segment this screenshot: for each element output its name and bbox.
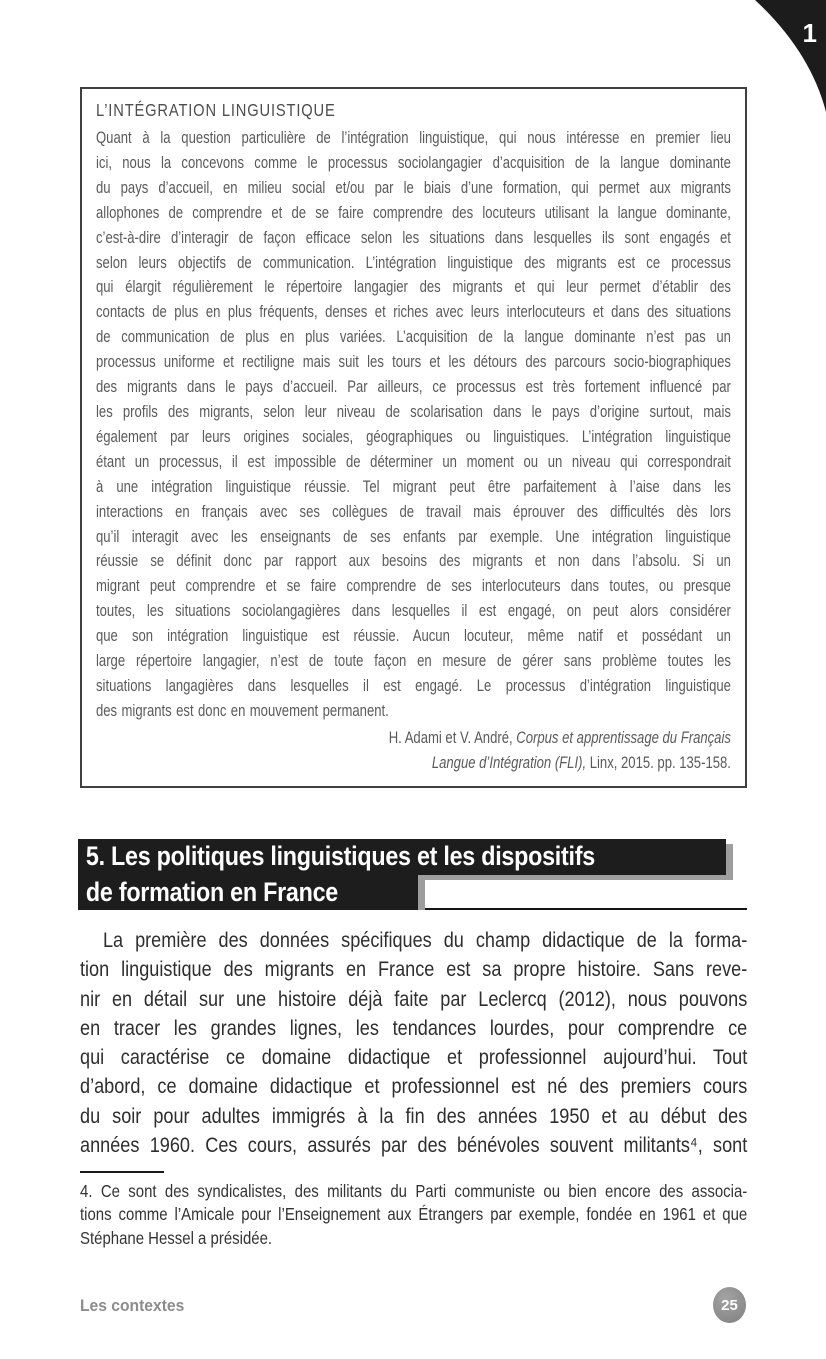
quote-text-line: processus uniforme et rectiligne mais suit les tours et les détours des parcours socio-biographiques — [96, 352, 731, 372]
quote-text-line: étant un processus, il est impossible de déterminer un moment ou un niveau qui correspondrait — [96, 451, 731, 471]
footnote — [80, 1180, 747, 1250]
page-number: 25 — [721, 1296, 738, 1314]
quote-text-line: contacts de plus en plus fréquents, denses et riches avec leurs interlocuteurs et dans des situations — [96, 302, 731, 322]
section-heading-line1 — [78, 839, 726, 875]
quote-box — [80, 87, 747, 788]
quote-text-line: réussie se définit donc par rapport aux besoins des migrants et non dans l’absolu. Si un — [96, 551, 731, 571]
body-text-line: années 1960. Ces cours, assurés par des bénévoles souvent militants⁴, sont — [80, 1133, 748, 1158]
quote-text-line: migrant peut comprendre et se faire comprendre de ses interlocuteurs dans toutes, ou presque — [96, 576, 731, 596]
running-footer-section: Les contextes — [80, 1296, 185, 1315]
quote-text-line: des migrants dans le pays d’accueil. Par ailleurs, ce processus est très fortement influencé par — [96, 377, 731, 397]
quote-text-line: interactions en français avec ses collègues de travail mais éprouver des difficultés dès lors — [96, 501, 731, 521]
chapter-corner — [754, 0, 826, 116]
quote-text-line: ici, nous la concevons comme le processus sociolangagier d’acquisition de la langue dominante — [96, 152, 731, 172]
quote-citation — [96, 725, 731, 775]
body-paragraph — [80, 926, 747, 1160]
citation-roman: H. Adami et V. André, — [388, 727, 517, 747]
section-heading-text: de formation en France — [85, 877, 338, 907]
footnote-text-line: tions comme l’Amicale pour l’Enseignement aux Étrangers par exemple, fondée en 1961 et que — [80, 1204, 748, 1225]
body-text-line: tion linguistique des migrants en France est sa propre histoire. Sans reve- — [80, 957, 748, 982]
footnote-text-line: 4. Ce sont des syndicalistes, des militants du Parti communiste ou bien encore des associa- — [80, 1181, 748, 1201]
quote-text-line: de communication de plus en plus variées. L’acquisition de la langue dominante n’est pas un — [96, 327, 731, 347]
quote-box-title: L’INTÉGRATION LINGUISTIQUE — [96, 100, 336, 120]
citation-roman: Linx, 2015. pp. 135-158. — [586, 752, 731, 772]
footnote-text-line: Stéphane Hessel a présidée. — [80, 1227, 273, 1248]
quote-text-line: large répertoire langagier, n’est de toute façon en mesure de gérer sans problème toutes les — [96, 651, 731, 671]
body-text-line: nir en détail sur une histoire déjà faite par Leclercq (2012), nous pouvons — [80, 986, 748, 1011]
citation-italic: Corpus et apprentissage du Français — [516, 727, 731, 747]
page-number-badge — [713, 1287, 746, 1323]
quote-text-line: que son intégration linguistique est réussie. Aucun locuteur, même natif et possédant un — [96, 626, 731, 646]
footnote-rule — [80, 1171, 164, 1173]
quote-text-line: toutes, les situations sociolangagières dans lesquelles il est engagé, on peut alors considérer — [96, 601, 731, 621]
body-text-line: d’abord, ce domaine didactique et professionnel est né des premiers cours — [80, 1074, 748, 1099]
citation-italic: Langue d’Intégration (FLI), — [431, 752, 587, 772]
quote-box-text — [96, 126, 731, 724]
body-text-line: du soir pour adultes immigrés à la fin des années 1950 et au début des — [80, 1103, 748, 1128]
citation-line — [96, 750, 731, 775]
quote-text-line: qui élargit régulièrement le répertoire langagier des migrants et qui leur permet d’établir des — [96, 277, 731, 297]
citation-line — [96, 725, 731, 750]
quote-text-line: des migrants est donc en mouvement permanent. — [96, 700, 389, 720]
quote-text-line: selon leurs objectifs de communication. L’intégration linguistique des migrants est ce processus — [96, 252, 731, 272]
body-paragraph-lines — [80, 926, 747, 1160]
quote-text-line: allophones de comprendre et de se faire comprendre des locuteurs utilisant la langue dominante, — [96, 202, 731, 222]
quote-text-line: Quant à la question particulière de l’intégration linguistique, qui nous intéresse en premier lieu — [96, 128, 731, 147]
chapter-number: 1 — [802, 18, 817, 48]
body-text-line: La première des données spécifiques du champ didactique de la forma- — [102, 928, 748, 952]
body-text-line: en tracer les grandes lignes, les tendances lourdes, pour comprendre ce — [80, 1015, 748, 1040]
section-heading-text: 5. Les politiques linguistiques et les dispositifs — [85, 841, 595, 871]
quote-text-line: également par leurs origines sociales, géographiques ou linguistiques. L’intégration linguistique — [96, 426, 731, 446]
quote-text-line: à une intégration linguistique réussie. Tel migrant peut être parfaitement à l’aise dans les — [96, 476, 731, 496]
quote-text-line: les profils des migrants, selon leur niveau de scolarisation dans le pays d’origine surtout, mais — [96, 401, 731, 421]
footnote-lines — [80, 1180, 747, 1250]
quote-text-line: qu’il interagit avec les enseignants de ses enfants par exemple. Une intégration linguistique — [96, 526, 731, 546]
quote-text-line: du pays d’accueil, en milieu social et/ou par le biais d’une formation, qui permet aux migrants — [96, 177, 731, 197]
quote-text-line: c’est-à-dire d’interagir de façon efficace selon les situations dans lesquelles ils sont engagés et — [96, 227, 731, 247]
quote-text-line: situations langagières dans lesquelles il est engagé. Le processus d’intégration linguistique — [96, 675, 731, 695]
section-heading-line2 — [78, 875, 418, 910]
body-text-line: qui caractérise ce domaine didactique et professionnel aujourd’hui. Tout — [80, 1045, 748, 1070]
